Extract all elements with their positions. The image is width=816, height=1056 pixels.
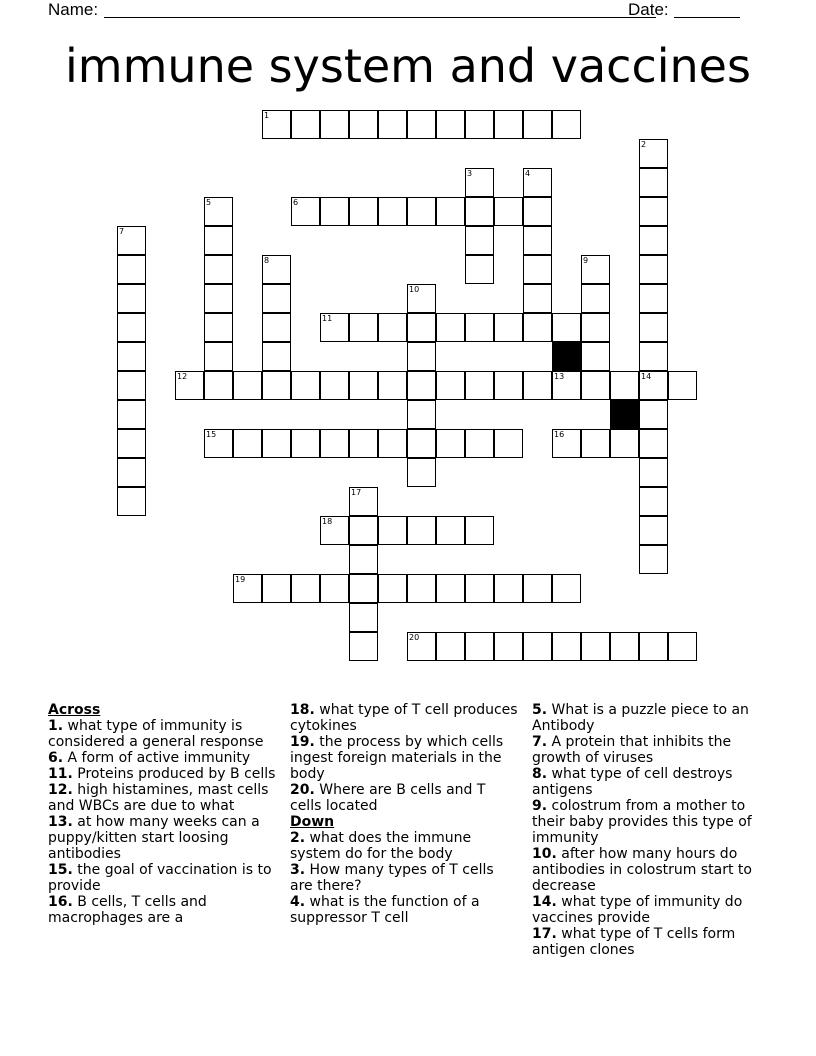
down-heading: Down xyxy=(290,814,335,830)
grid-cell[interactable] xyxy=(639,197,668,226)
grid-cell[interactable] xyxy=(494,110,523,139)
grid-cell[interactable] xyxy=(465,197,494,226)
grid-cell[interactable] xyxy=(552,574,581,603)
grid-cell[interactable] xyxy=(320,574,349,603)
clue-across-15: 15. the goal of vaccination is to provide xyxy=(48,862,272,894)
grid-cell[interactable] xyxy=(407,429,436,458)
grid-cell[interactable] xyxy=(407,371,436,400)
date-label: Date: xyxy=(628,0,669,19)
grid-cell[interactable] xyxy=(494,197,523,226)
grid-cell[interactable] xyxy=(639,632,668,661)
clue-number: 9 xyxy=(583,256,589,265)
grid-cell[interactable] xyxy=(610,429,639,458)
grid-cell[interactable] xyxy=(407,313,436,342)
grid-cell[interactable] xyxy=(378,371,407,400)
grid-cell[interactable] xyxy=(523,226,552,255)
grid-cell[interactable] xyxy=(320,371,349,400)
grid-cell[interactable] xyxy=(552,110,581,139)
grid-cell[interactable] xyxy=(639,342,668,371)
grid-cell[interactable] xyxy=(523,255,552,284)
grid-cell[interactable] xyxy=(262,284,291,313)
clue-down-4: 4. what is the function of a suppressor T cell xyxy=(290,894,480,926)
grid-cell[interactable] xyxy=(436,371,465,400)
grid-cell[interactable] xyxy=(436,429,465,458)
clue-number: 17 xyxy=(351,488,362,497)
grid-cell[interactable] xyxy=(436,110,465,139)
clue-down-9: 9. colostrum from a mother to their baby provides this type of immunity xyxy=(532,798,752,846)
grid-cell[interactable] xyxy=(262,371,291,400)
grid-cell[interactable] xyxy=(523,371,552,400)
clues-column-2 xyxy=(290,702,520,926)
grid-cell[interactable] xyxy=(204,371,233,400)
grid-cell[interactable] xyxy=(378,313,407,342)
clue-down-8: 8. what type of cell destroys antigens xyxy=(532,766,733,798)
clue-down-17: 17. what type of T cells form antigen clones xyxy=(532,926,736,958)
grid-cell[interactable] xyxy=(465,574,494,603)
clue-number: 8 xyxy=(264,256,270,265)
grid-cell[interactable] xyxy=(233,371,262,400)
grid-cell[interactable] xyxy=(465,632,494,661)
clue-number: 10 xyxy=(409,285,420,294)
grid-cell[interactable] xyxy=(581,313,610,342)
clue-down-5: 5. What is a puzzle piece to an Antibody xyxy=(532,702,749,734)
grid-cell[interactable] xyxy=(407,400,436,429)
grid-cell[interactable] xyxy=(204,342,233,371)
grid-cell[interactable] xyxy=(378,429,407,458)
grid-cell[interactable] xyxy=(465,110,494,139)
clue-down-2: 2. what does the immune system do for the body xyxy=(290,830,472,862)
grid-cell[interactable] xyxy=(349,110,378,139)
grid-cell[interactable] xyxy=(581,342,610,371)
grid-cell[interactable] xyxy=(523,197,552,226)
grid-cell[interactable] xyxy=(262,429,291,458)
grid-cell[interactable] xyxy=(378,197,407,226)
grid-cell[interactable] xyxy=(581,371,610,400)
grid-cell[interactable] xyxy=(436,313,465,342)
grid-cell[interactable] xyxy=(349,545,378,574)
grid-cell[interactable] xyxy=(291,429,320,458)
grid-cell[interactable] xyxy=(668,371,697,400)
grid-cell[interactable] xyxy=(639,168,668,197)
grid-cell[interactable] xyxy=(639,487,668,516)
grid-cell[interactable] xyxy=(407,458,436,487)
clue-across-11: 11. Proteins produced by B cells xyxy=(48,766,276,782)
clue-number: 3 xyxy=(467,169,473,178)
grid-cell[interactable] xyxy=(465,429,494,458)
grid-cell[interactable] xyxy=(639,255,668,284)
grid-cell[interactable] xyxy=(436,197,465,226)
clue-across-19: 19. the process by which cells ingest foreign materials in the body xyxy=(290,734,504,782)
grid-cell[interactable] xyxy=(639,284,668,313)
grid-cell[interactable] xyxy=(639,313,668,342)
grid-cell[interactable] xyxy=(639,545,668,574)
clue-number: 7 xyxy=(119,227,125,236)
grid-cell[interactable] xyxy=(117,458,146,487)
grid-cell[interactable] xyxy=(494,313,523,342)
grid-cell[interactable] xyxy=(349,197,378,226)
grid-cell[interactable] xyxy=(407,197,436,226)
grid-cell[interactable] xyxy=(465,313,494,342)
clue-across-16: 16. B cells, T cells and macrophages are a xyxy=(48,894,207,926)
clue-number: 11 xyxy=(322,314,333,323)
grid-cell[interactable] xyxy=(117,342,146,371)
grid-cell[interactable] xyxy=(639,458,668,487)
grid-cell[interactable] xyxy=(407,110,436,139)
grid-cell[interactable] xyxy=(204,226,233,255)
grid-cell[interactable] xyxy=(523,110,552,139)
grid-cell[interactable] xyxy=(320,110,349,139)
grid-cell[interactable] xyxy=(407,574,436,603)
grid-cell[interactable] xyxy=(378,110,407,139)
grid-cell[interactable] xyxy=(552,632,581,661)
clue-across-18: 18. what type of T cell produces cytokines xyxy=(290,702,518,734)
grid-cell[interactable] xyxy=(581,429,610,458)
grid-cell[interactable] xyxy=(436,516,465,545)
black-square xyxy=(552,342,581,371)
grid-cell[interactable] xyxy=(117,487,146,516)
grid-cell[interactable] xyxy=(291,574,320,603)
grid-cell[interactable] xyxy=(349,632,378,661)
clue-number: 1 xyxy=(264,111,270,120)
grid-cell[interactable] xyxy=(523,632,552,661)
name-label: Name: xyxy=(48,0,99,19)
grid-cell[interactable] xyxy=(407,342,436,371)
grid-cell[interactable] xyxy=(523,574,552,603)
grid-cell[interactable] xyxy=(668,632,697,661)
grid-cell[interactable] xyxy=(581,284,610,313)
grid-cell[interactable] xyxy=(233,429,262,458)
puzzle-title: immune system and vaccines xyxy=(65,39,751,93)
clue-number: 13 xyxy=(554,372,565,381)
grid-cell[interactable] xyxy=(639,400,668,429)
grid-cell[interactable] xyxy=(465,516,494,545)
clue-number: 15 xyxy=(206,430,217,439)
clue-number: 4 xyxy=(525,169,531,178)
grid-cell[interactable] xyxy=(320,197,349,226)
clue-down-14: 14. what type of immunity do vaccines provide xyxy=(532,894,743,926)
across-heading: Across xyxy=(48,702,101,718)
grid-cell[interactable] xyxy=(581,632,610,661)
clues-column-3 xyxy=(532,702,768,958)
clue-number: 19 xyxy=(235,575,246,584)
grid-cell[interactable] xyxy=(117,429,146,458)
grid-cell[interactable] xyxy=(523,313,552,342)
grid-cell[interactable] xyxy=(204,284,233,313)
clue-number: 18 xyxy=(322,517,333,526)
grid-cell[interactable] xyxy=(117,255,146,284)
clue-across-1: 1. what type of immunity is considered a general response xyxy=(48,718,264,750)
grid-cell[interactable] xyxy=(204,313,233,342)
grid-cell[interactable] xyxy=(291,110,320,139)
grid-cell[interactable] xyxy=(436,574,465,603)
grid-cell[interactable] xyxy=(639,226,668,255)
grid-cell[interactable] xyxy=(262,313,291,342)
grid-cell[interactable] xyxy=(407,516,436,545)
black-square xyxy=(610,400,639,429)
grid-cell[interactable] xyxy=(436,632,465,661)
grid-cell[interactable] xyxy=(204,255,233,284)
clue-across-13: 13. at how many weeks can a puppy/kitten start loosing antibodies xyxy=(48,814,260,862)
grid-cell[interactable] xyxy=(465,255,494,284)
clues-column-1 xyxy=(48,702,276,926)
grid-cell[interactable] xyxy=(378,516,407,545)
clue-number: 5 xyxy=(206,198,212,207)
grid-cell[interactable] xyxy=(349,516,378,545)
grid-cell[interactable] xyxy=(610,632,639,661)
clue-down-3: 3. How many types of T cells are there? xyxy=(290,862,494,894)
grid-cell[interactable] xyxy=(523,284,552,313)
grid-cell[interactable] xyxy=(262,574,291,603)
grid-cell[interactable] xyxy=(610,371,639,400)
grid-cell[interactable] xyxy=(320,429,349,458)
clue-number: 20 xyxy=(409,633,420,642)
grid-cell[interactable] xyxy=(117,371,146,400)
grid-cell[interactable] xyxy=(117,400,146,429)
clue-down-10: 10. after how many hours do antibodies in colostrum start to decrease xyxy=(532,846,752,894)
grid-cell[interactable] xyxy=(349,429,378,458)
grid-cell[interactable] xyxy=(262,342,291,371)
grid-cell[interactable] xyxy=(349,574,378,603)
grid-cell[interactable] xyxy=(639,516,668,545)
grid-cell[interactable] xyxy=(494,429,523,458)
clue-number: 16 xyxy=(554,430,565,439)
clue-number: 12 xyxy=(177,372,188,381)
clue-down-7: 7. A protein that inhibits the growth of viruses xyxy=(532,734,732,766)
grid-cell[interactable] xyxy=(349,603,378,632)
grid-cell[interactable] xyxy=(349,313,378,342)
grid-cell[interactable] xyxy=(552,313,581,342)
grid-cell[interactable] xyxy=(117,313,146,342)
grid-cell[interactable] xyxy=(465,226,494,255)
clue-across-20: 20. Where are B cells and T cells located xyxy=(290,782,486,814)
grid-cell[interactable] xyxy=(639,429,668,458)
clue-across-12: 12. high histamines, mast cells and WBCs are due to what xyxy=(48,782,269,814)
grid-cell[interactable] xyxy=(349,371,378,400)
grid-cell[interactable] xyxy=(117,284,146,313)
clue-number: 14 xyxy=(641,372,652,381)
grid-cell[interactable] xyxy=(291,371,320,400)
clue-number: 2 xyxy=(641,140,647,149)
grid-cell[interactable] xyxy=(378,574,407,603)
grid-cell[interactable] xyxy=(494,574,523,603)
grid-cell[interactable] xyxy=(494,371,523,400)
grid-cell[interactable] xyxy=(465,371,494,400)
clue-across-6: 6. A form of active immunity xyxy=(48,750,251,766)
clue-number: 6 xyxy=(293,198,299,207)
grid-cell[interactable] xyxy=(494,632,523,661)
